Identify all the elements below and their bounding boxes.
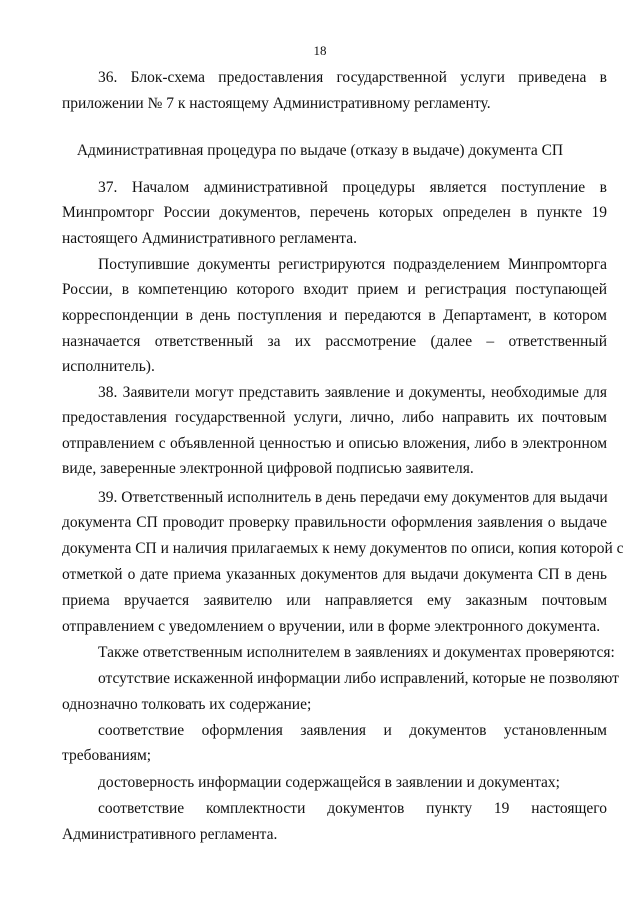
para-received-line-3: корреспонденции в день поступления и передаются в Департамент, в котором xyxy=(62,307,607,324)
checks-intro: Также ответственным исполнителем в заявлениях и документах проверяются: xyxy=(98,644,615,661)
page-number: 18 xyxy=(313,43,327,58)
section-37-line-3: настоящего Административного регламента. xyxy=(62,230,358,247)
para-received-line-2: России, в компетенцию которого входит прием и регистрация поступающей xyxy=(62,281,607,298)
section-36-line-1: 36. Блок-схема предоставления государственной услуги приведена в xyxy=(98,69,607,86)
section-38-line-4: виде, заверенные электронной цифровой подписью заявителя. xyxy=(62,460,474,477)
section-38-line-1: 38. Заявители могут представить заявление и документы, необходимые для xyxy=(98,384,607,401)
check-item-2-line-1: соответствие оформления заявления и документов установленным xyxy=(98,722,607,739)
check-item-4-line-1: соответствие комплектности документов пункту 19 настоящего xyxy=(98,800,607,817)
section-39-line-5: приема вручается заявителю или направляется ему заказным почтовым xyxy=(62,592,607,609)
procedure-heading: Административная процедура по выдаче (отказу в выдаче) документа СП xyxy=(76,142,564,159)
para-received-line-5: исполнитель). xyxy=(62,358,155,375)
check-item-2-line-2: требованиям; xyxy=(62,747,152,764)
para-received-line-1: Поступившие документы регистрируются подразделением Минпромторга xyxy=(98,256,607,273)
check-item-1-line-2: однозначно толковать их содержание; xyxy=(62,696,312,713)
check-item-1-line-1: отсутствие искаженной информации либо исправлений, которые не позволяют xyxy=(98,670,619,687)
section-37-line-2: Минпромторг России документов, перечень которых определен в пункте 19 xyxy=(62,204,607,221)
section-39-line-6: отправлением с уведомлением о вручении, или в форме электронного документа. xyxy=(62,618,601,635)
section-38-line-3: отправлением с объявленной ценностью и описью вложения, либо в электронном xyxy=(62,435,607,452)
section-39-line-3: документа СП и наличия прилагаемых к нему документов по описи, копия которой с xyxy=(62,540,624,557)
section-37-line-1: 37. Началом административной процедуры является поступление в xyxy=(98,179,607,196)
check-item-4-line-2: Административного регламента. xyxy=(62,826,278,843)
para-received-line-4: назначается ответственный за их рассмотрение (далее – ответственный xyxy=(62,333,607,350)
section-39-line-2: документа СП проводит проверку правильности оформления заявления о выдаче xyxy=(62,514,607,531)
section-39-line-1: 39. Ответственный исполнитель в день передачи ему документов для выдачи xyxy=(98,489,608,506)
section-36-line-2: приложении № 7 к настоящему Административному регламенту. xyxy=(62,95,491,112)
check-item-3-line-1: достоверность информации содержащейся в заявлении и документах; xyxy=(98,774,560,791)
section-39-line-4: отметкой о дате приема указанных документов для выдачи документа СП в день xyxy=(62,566,607,583)
section-38-line-2: предоставления государственной услуги, лично, либо направить их почтовым xyxy=(62,409,607,426)
